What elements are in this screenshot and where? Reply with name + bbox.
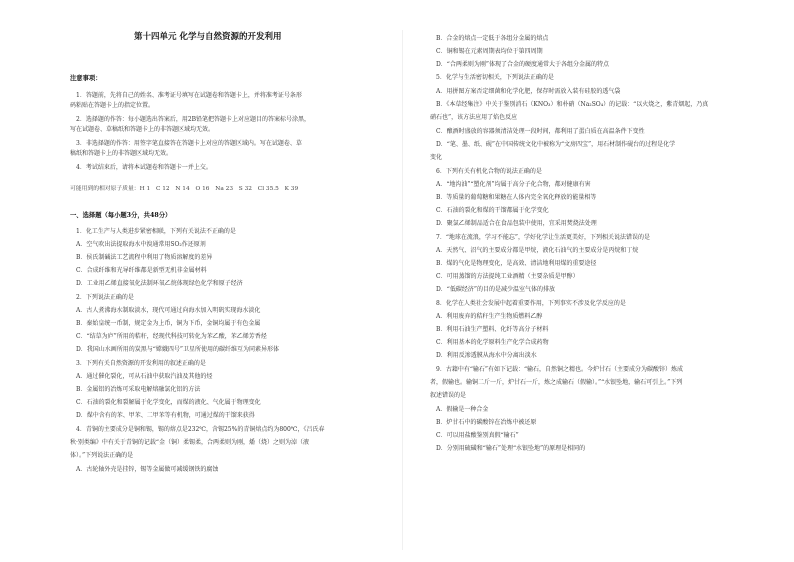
text-line: 秋·别类编》中有关于青铜的记载“金（铜）柔锡柔，合两柔则为刚，燔（烧）之则为淖（液 [70, 439, 309, 446]
text-line: B．煤的气化是物理变化，是高效、清洁地利用煤的重要途径 [430, 260, 597, 267]
text-line: A．空气吹出法提取海水中溴通常用SO₂作还原剂 [70, 241, 206, 248]
text-line: D．我国山水画所用的炭黑与“嫦娥四号”卫星所使用的碳纤维互为同素异形体 [70, 346, 279, 353]
text-line: 8．化学在人类社会发展中起着重要作用，下列事实不涉及化学反应的是 [430, 300, 626, 307]
text-line: A．天然气、沼气的主要成分都是甲烷，液化石油气的主要成分是丙烷和丁烷 [430, 247, 639, 254]
text-line: A．通过催化裂化，可从石油中获取汽油及其他的烃 [70, 373, 213, 380]
text-line: D．煤中含有的苯、甲苯、二甲苯等有机物，可通过煤的干馏来获得 [70, 412, 255, 419]
text-line: A．古轮轴外壳是挂锌，锡等金属做可减缓钢铁的腐蚀 [70, 466, 219, 473]
text-line: B．《本草经集注》中关于鉴别消石（KNO₃）和朴硝（Na₂SO₄）的记载：“以火烧之，紫青烟起，乃真 [430, 101, 709, 108]
text-line: 写在试题卷、草稿纸和答题卡上的非答题区域均无效。 [70, 126, 215, 133]
text-line: C．酿酒时盛放的容器须清洁处理一段时间，都利用了蛋白质在高温条件下变性 [430, 128, 645, 135]
text-line: 9．古籍中有“输石”有如下记载：“输石，自然铜之精也。今炉甘石（主要成分为碳酸锌）炼成 [430, 366, 684, 373]
text-line: 变化 [430, 154, 443, 161]
text-line: 叙述错误的是 [430, 392, 467, 399]
text-line: C．可用蒸馏的方法提纯工业酒精（主要杂质是甲醇） [430, 273, 579, 280]
text-line: D．“合两柔则为刚”体现了合金的硬度通常大于各组分金属的特点 [430, 61, 609, 68]
text-line: 者，假输也。输铜二斤一斤，炉甘石一斤，炼之成输石（假输）。”“水银坠地，输石可引上。”下列 [430, 379, 683, 386]
text-line: 硝石也”，该方法应用了焰色反应 [430, 114, 518, 121]
text-line: C．“结草为庐”所用的秸秆，经现代科技可转化为苯乙酸，苯乙烯芳香烃 [70, 333, 267, 340]
text-line: B．侯氏制碱法工艺流程中利用了物质溶解度的差异 [70, 254, 213, 261]
text-line: 7．“地球在流浪，学习不能忘”，学好化学让生活更美好，下列相关说法错误的是 [430, 234, 650, 241]
text-line: 3．下列有关自然资源的开发利用的叙述正确的是 [70, 360, 206, 367]
column-gutter [402, 30, 403, 550]
text-line: D．“低碳经济”的目的是减少温室气体的排放 [430, 286, 555, 293]
text-line: B．合金的熔点一定低于各组分金属的熔点 [430, 35, 549, 42]
text-line: 3．非选择题的作答：用签字笔直接答在答题卡上对应的答题区域内。写在试题卷、草 [70, 140, 302, 147]
section-heading: 注意事项： [70, 75, 102, 82]
text-line: D．分别用硫磺和“输石”处理“水银坠地”的原理是相同的 [430, 445, 586, 452]
text-line: D．“笔、墨、纸、砚”在中国传统文化中被称为“文房四宝”，用石材制作砚台的过程是化学 [430, 141, 676, 148]
page-title: 第十四单元 化学与自然资源的开发利用 [134, 32, 282, 42]
text-line: 1．答题前，先将自己的姓名、准考证号填写在试题卷和答题卡上，并将准考证号条形 [70, 92, 302, 99]
text-line: B．金属铝的冶炼可采取电解熔融氯化铝的方法 [70, 386, 201, 393]
text-line: C．铜和锡在元素周期表均位于第四周期 [430, 48, 543, 55]
text-line: 1．化工生产与人类进步紧密相联，下列有关说法不正确的是 [70, 228, 236, 235]
text-line: B．等质量的葡萄糖和果糖在人体内完全氧化释放的能量相等 [430, 194, 597, 201]
section-heading: 一、选择题（每小题3分，共48分） [70, 212, 172, 219]
text-line: 体）。”下列说法正确的是 [70, 452, 134, 459]
text-line: 码粘贴在答题卡上的指定位置。 [70, 102, 155, 109]
text-line: A．利用废弃的秸秆生产生物质燃料乙醇 [430, 313, 543, 320]
text-line: 4．考试结束后，请将本试题卷和答题卡一并上交。 [70, 164, 212, 171]
text-line: D．工业用乙烯直接氧化法制环氧乙烷体现绿色化学和原子经济 [70, 280, 243, 287]
text-line: 2．下列说法正确的是 [70, 294, 134, 301]
text-line: 2．选择题的作答：每小题选出答案后，用2B铅笔把答题卡上对应题目的答案标号涂黑， [70, 116, 311, 123]
text-line: C．利用基本的化学原料生产化学合成药物 [430, 339, 549, 346]
text-line: A．假输是一种合金 [430, 406, 489, 413]
text-line: 可能用到的相对原子质量：H 1 C 12 N 14 O 16 Na 23 S 32 Cl 35.5 K 39 [70, 186, 299, 192]
text-line: B．秦始皇统一币制，规定金为上币，铜为下币，金铜均属于有色金属 [70, 320, 261, 327]
text-line: 4．青铜的主要成分是铜和锡，锡的熔点是232℃，含锡25%的青铜熔点约为800℃，《吕氏春 [70, 426, 325, 433]
text-line: C．石油的裂化和煤的干馏都属于化学变化 [430, 207, 549, 214]
text-line: A．“地沟油”“塑化剂”均属于高分子化合物，都对健康有害 [430, 181, 591, 188]
text-line: C．石油的裂化和裂解属于化学变化，而煤的液化、气化属于物理变化 [70, 399, 261, 406]
text-line: 5．化学与生活密切相关，下列说法正确的是 [430, 74, 554, 81]
text-line: A．古人煮沸海水制取淡水，现代可通过向海水加入明矾实现海水淡化 [70, 307, 261, 314]
text-line: A．用拼图方案否定细菌和化学化肥，保存时需放入装有硅胶的透气袋 [430, 88, 621, 95]
text-line: C．合成纤维和光导纤维都是新型无机非金属材料 [70, 267, 207, 274]
text-line: D．聚氯乙烯制品适合在食品包装中使用，宜采用焚烧法处理 [430, 220, 597, 227]
text-line: B．炉甘石中的碳酸锌在冶炼中被还原 [430, 419, 537, 426]
text-line: 6．下列有关有机化合物的说法正确的是 [430, 168, 542, 175]
text-line: C．可以用盐酸鉴别真假“输石” [430, 432, 519, 439]
text-line: 稿纸和答题卡上的非答题区域均无效。 [70, 150, 173, 157]
text-line: D．利用反渗透膜从海水中分离出淡水 [430, 352, 537, 359]
text-line: B．利用石油生产塑料、化纤等高分子材料 [430, 326, 549, 333]
